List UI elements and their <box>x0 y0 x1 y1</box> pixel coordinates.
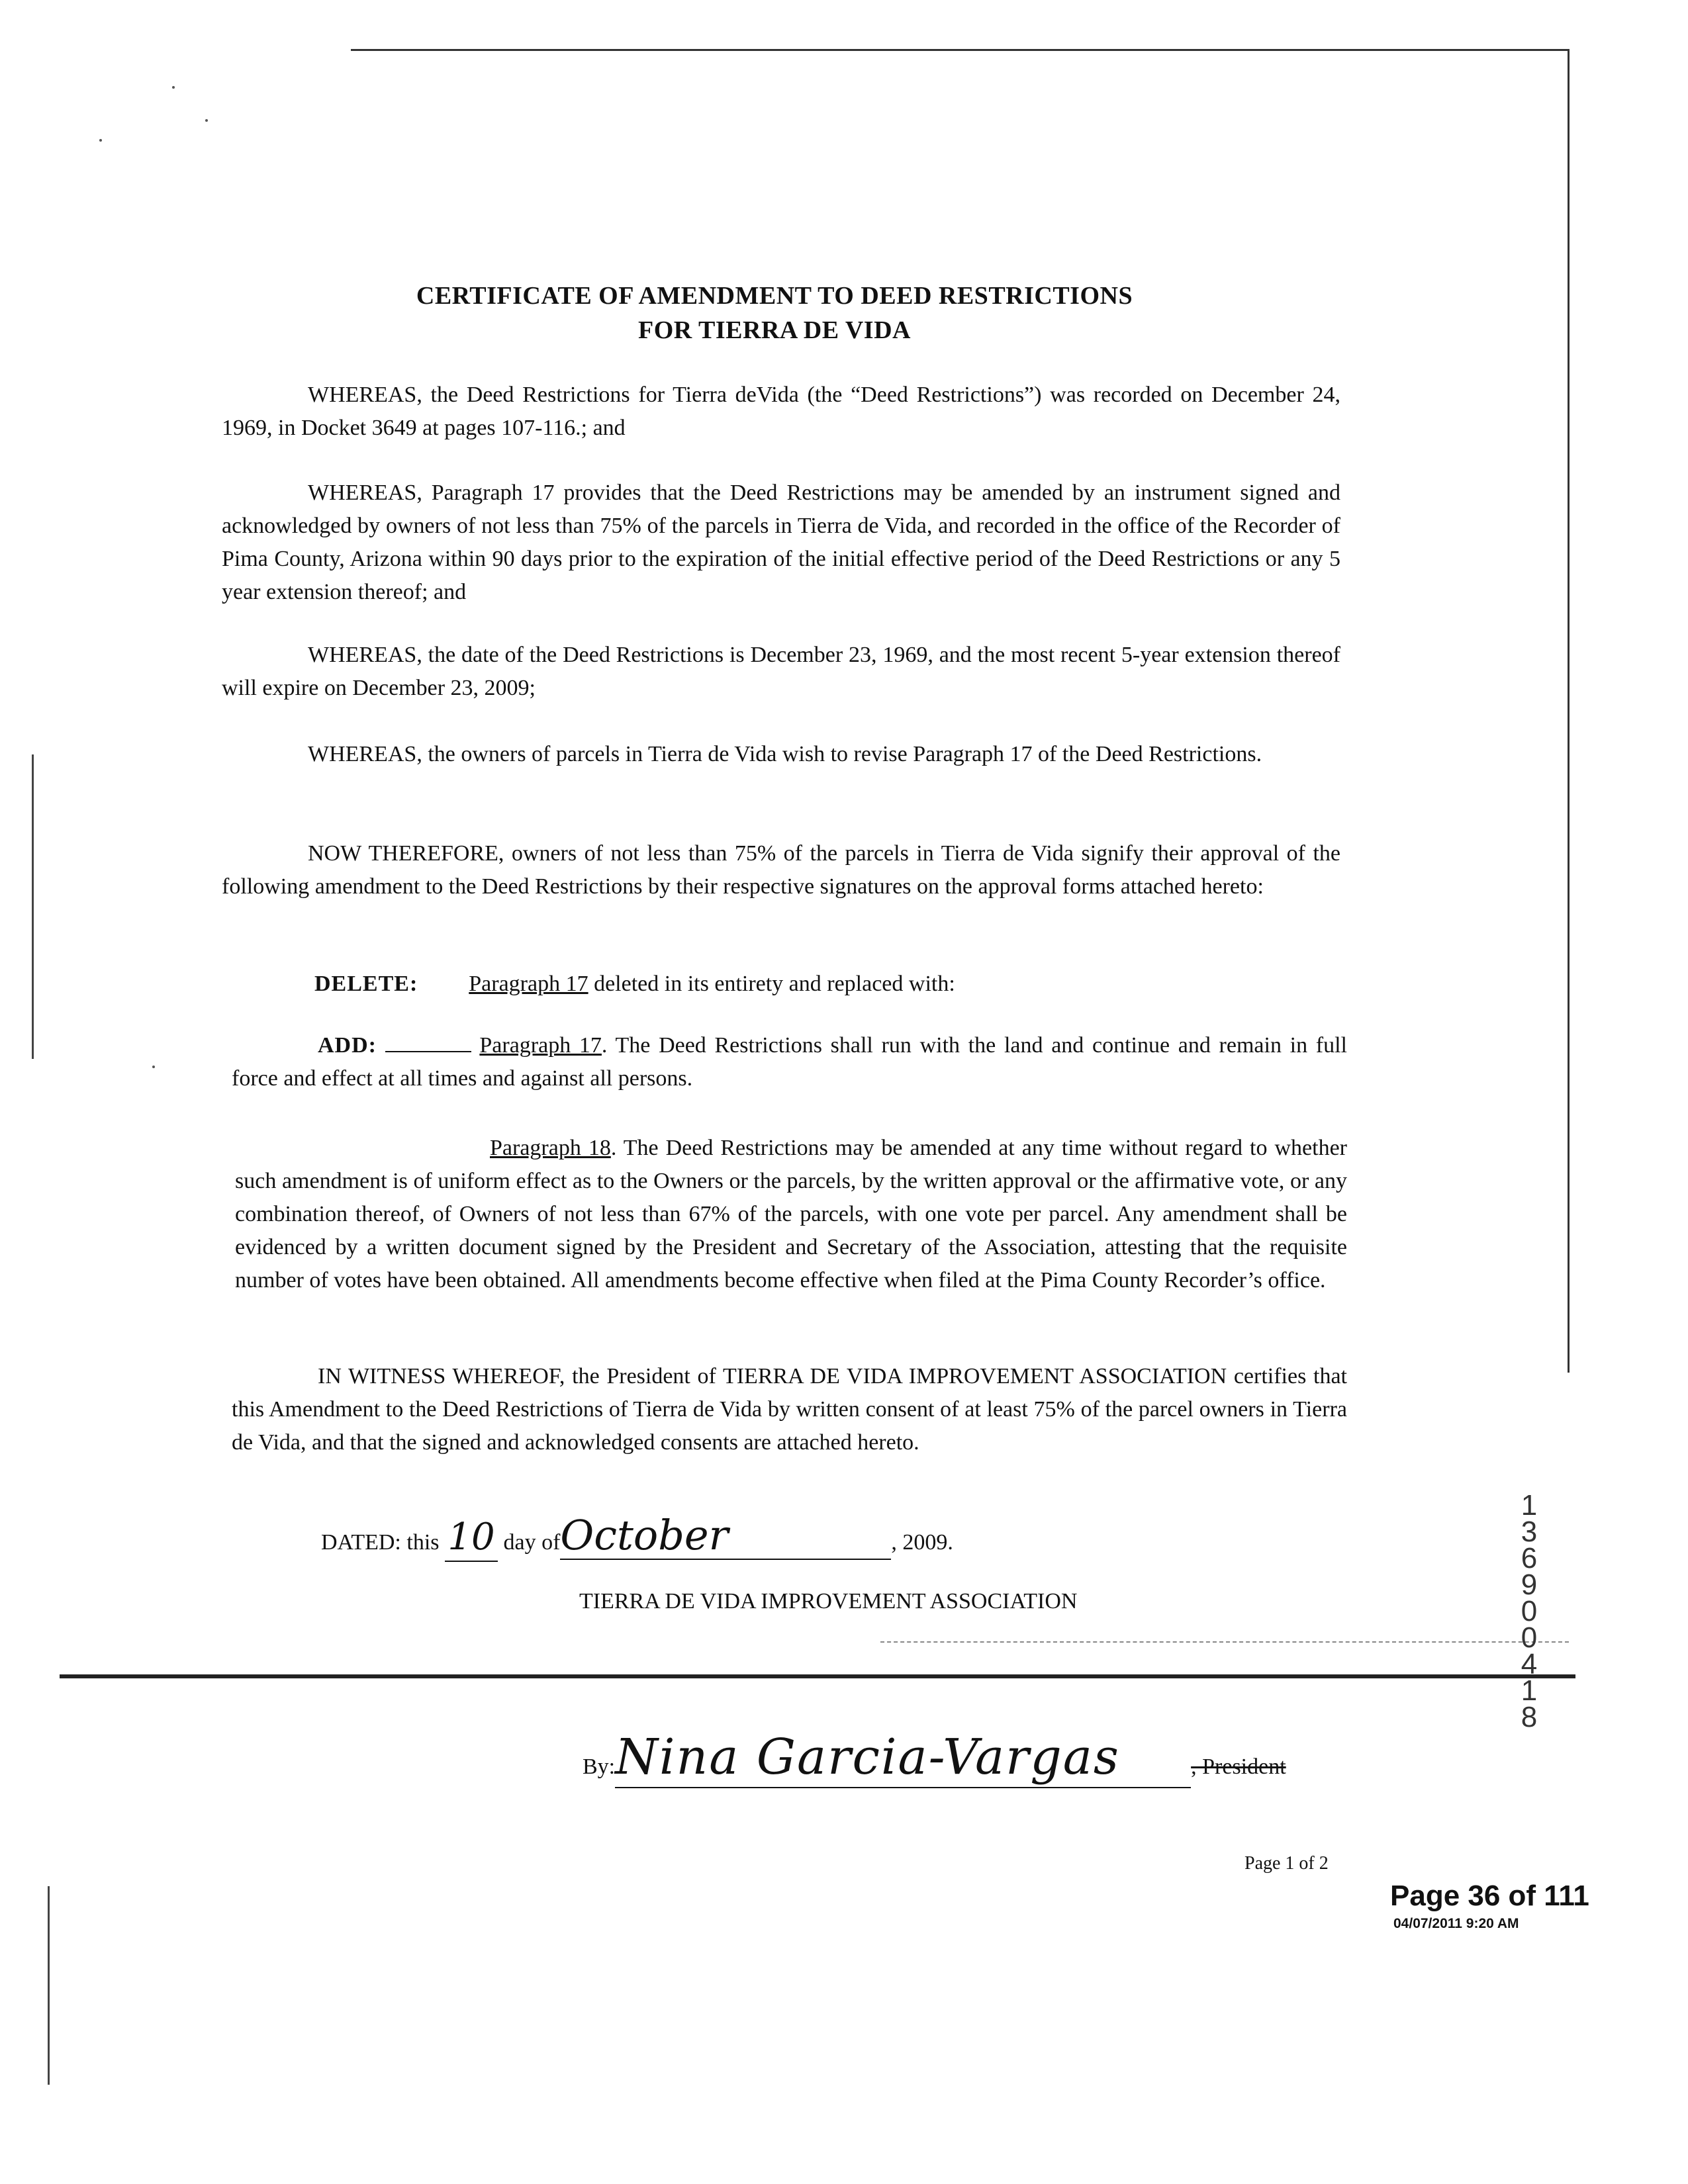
association-name: TIERRA DE VIDA IMPROVEMENT ASSOCIATION <box>579 1589 1078 1614</box>
whereas-paragraph-2 <box>222 477 1340 609</box>
recorder-datetime-stamp: 04/07/2011 9:20 AM <box>1393 1916 1519 1931</box>
scan-speck <box>99 139 102 142</box>
docket-digit: 6 <box>1521 1542 1538 1574</box>
dated-month-handwritten: October <box>560 1512 891 1560</box>
delete-text: deleted in its entirety and replaced with: <box>594 972 955 996</box>
add-paragraph-ref: Paragraph 17 <box>479 1033 602 1058</box>
docket-number-stamp <box>1516 1489 1542 1733</box>
docket-digit: 0 <box>1521 1621 1538 1654</box>
docket-digit: 3 <box>1521 1516 1538 1548</box>
recorder-page-stamp: Page 36 of 111 <box>1390 1880 1589 1912</box>
left-margin-line-lower <box>48 1886 50 2085</box>
document-title-line2: FOR TIERRA DE VIDA <box>638 316 911 344</box>
whereas-3-text: WHEREAS, the date of the Deed Restrictions is December 23, 1969, and the most recent 5-year extension thereof will expire on December 23, 2009; <box>222 643 1340 700</box>
whereas-paragraph-1 <box>222 379 1340 445</box>
document-title-line1: CERTIFICATE OF AMENDMENT TO DEED RESTRICTIONS <box>416 282 1133 310</box>
docket-digit: 0 <box>1521 1595 1538 1627</box>
paragraph-18-ref: Paragraph 18 <box>490 1136 611 1160</box>
add-text: . The Deed Restrictions shall run with the land and continue and remain in full force and effect at all times and against all persons. <box>232 1033 1348 1091</box>
witness-paragraph <box>232 1360 1347 1459</box>
signature-by-label: By: <box>583 1754 616 1779</box>
scan-speck <box>205 119 208 122</box>
docket-digit: 9 <box>1521 1569 1538 1601</box>
signature-title: , President <box>1191 1754 1286 1779</box>
page-frame-right-line <box>1568 49 1570 1373</box>
add-label: ADD: <box>318 1033 377 1058</box>
scan-speck <box>172 86 175 89</box>
page-number: Page 1 of 2 <box>1244 1853 1329 1874</box>
scan-dashed-line <box>880 1641 1569 1643</box>
dated-year: , 2009. <box>891 1530 953 1555</box>
signature-line <box>583 1727 1286 1797</box>
docket-digit: 4 <box>1521 1648 1538 1680</box>
dated-mid: day of <box>503 1530 561 1555</box>
witness-text: IN WITNESS WHEREOF, the President of TIERRA DE VIDA IMPROVEMENT ASSOCIATION certifies that this Amendment to the Deed Restrictions of Tierra de Vida by written consent of at least 75% of the parcel owners in Tierra de Vida, and that the signed and acknowledged consents are attached hereto. <box>232 1364 1347 1455</box>
dated-day-handwritten: 10 <box>445 1514 498 1562</box>
whereas-2-text: WHEREAS, Paragraph 17 provides that the Deed Restrictions may be amended by an instrument signed and acknowledged by owners of not less than 75% of the parcels in Tierra de Vida, and recorded in the office of the Recorder of Pima County, Arizona within 90 days prior to the expiration of the initial effective period of the Deed Restrictions or any 5 year extension thereof; and <box>222 480 1340 604</box>
whereas-1-text: WHEREAS, the Deed Restrictions for Tierra deVida (the “Deed Restrictions”) was recorded on December 24, 1969, in Docket 3649 at pages 107-116.; and <box>222 383 1340 440</box>
whereas-paragraph-3 <box>222 639 1340 705</box>
add-clause <box>232 1029 1347 1095</box>
docket-digit: 1 <box>1521 1674 1538 1707</box>
delete-paragraph-ref: Paragraph 17 <box>469 972 588 996</box>
delete-clause <box>314 968 955 1001</box>
now-therefore-text: NOW THEREFORE, owners of not less than 75% of the parcels in Tierra de Vida signify their approval of the following amendment to the Deed Restrictions by their respective signatures on the approval forms attached hereto: <box>222 841 1340 899</box>
whereas-4-text: WHEREAS, the owners of parcels in Tierra de Vida wish to revise Paragraph 17 of the Deed Restrictions. <box>308 742 1262 766</box>
now-therefore-paragraph <box>222 837 1340 903</box>
signature-handwritten: Nina Garcia-Vargas <box>615 1727 1191 1788</box>
dated-prefix: DATED: this <box>321 1530 440 1555</box>
whereas-paragraph-4 <box>222 738 1340 771</box>
scan-speck <box>152 1066 155 1068</box>
paragraph-18-clause <box>235 1132 1347 1297</box>
delete-label: DELETE: <box>314 972 418 996</box>
left-margin-line <box>32 754 34 1059</box>
add-blank-line <box>385 1051 471 1052</box>
page-frame-top-line <box>351 49 1569 51</box>
docket-digit: 8 <box>1521 1701 1538 1733</box>
paragraph-18-text: . The Deed Restrictions may be amended at any time without regard to whether such amendment is of uniform effect as to the Owners or the parcels, by the written approval or the affirmative vote, or any combination thereof, of Owners of not less than 67% of the parcels, with one vote per parcel. Any amendment shall be evidenced by a written document signed by the President and Secretary of the Association, attesting that the requisite number of votes have been obtained. All amendments become effective when filed at the Pima County Recorder’s office. <box>235 1136 1348 1293</box>
dated-line <box>321 1512 953 1566</box>
docket-digit: 1 <box>1521 1489 1538 1522</box>
scan-separator-bar <box>60 1674 1575 1678</box>
